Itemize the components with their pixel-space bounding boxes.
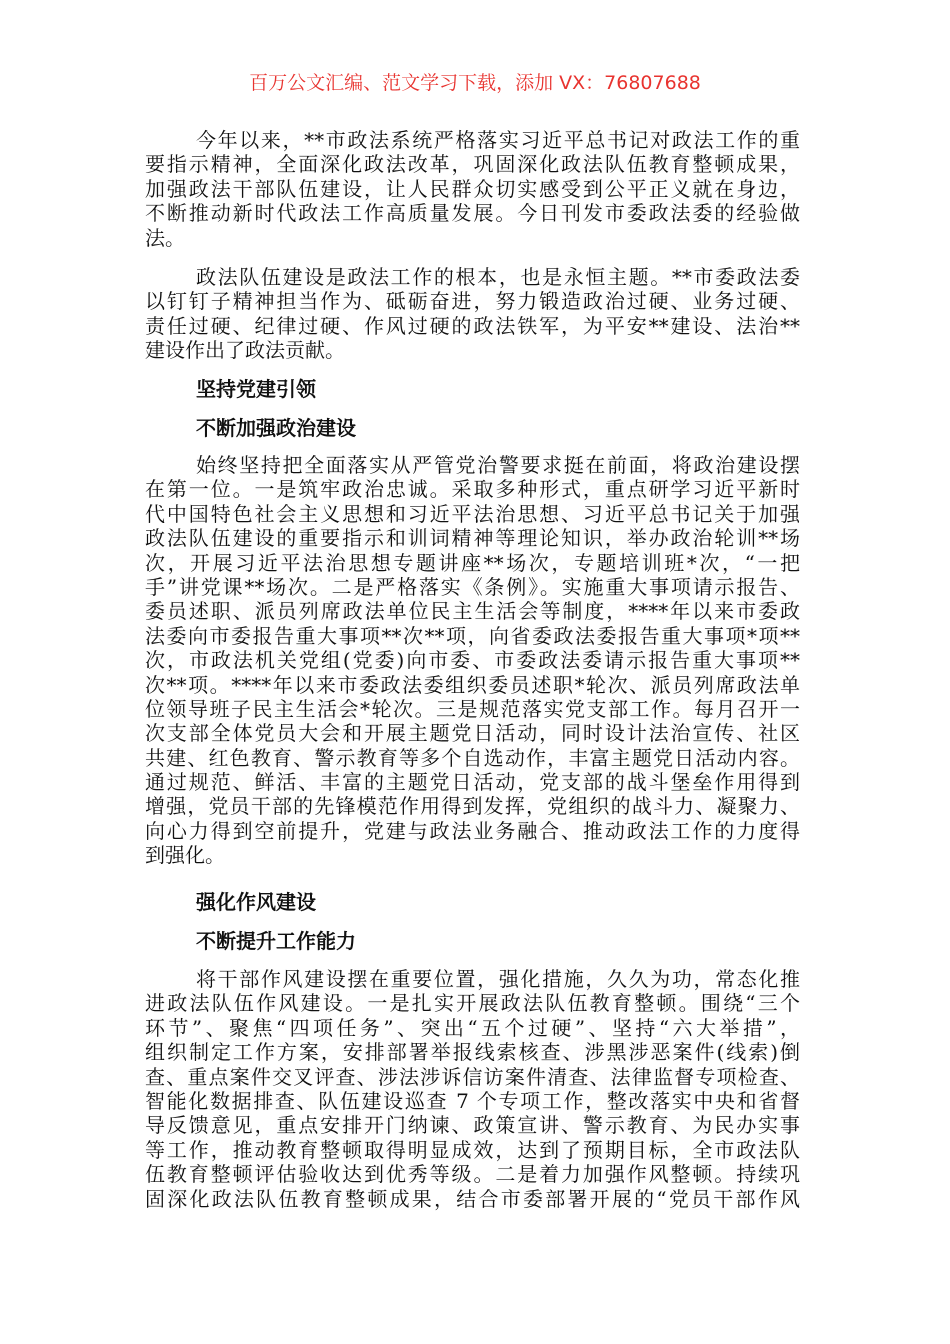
text-line: 位领导班子民主生活会*轮次。三是规范落实党支部工作。每月召开一 — [145, 696, 800, 721]
text-line: 不断推动新时代政法工作高质量发展。今日刊发市委政法委的经验做 — [145, 201, 800, 226]
paragraph-1 — [145, 128, 800, 250]
text-line: 法。 — [145, 225, 185, 250]
section-heading: 强化作风建设 — [196, 890, 316, 914]
text-line: 通过规范、鲜活、丰富的主题党日活动，党支部的战斗堡垒作用得到 — [145, 770, 800, 795]
paragraph-2 — [145, 265, 800, 363]
text-line: 智能化数据排查、队伍建设巡查 7 个专项工作，整改落实中央和省督 — [145, 1088, 800, 1113]
text-line: 到强化。 — [145, 843, 225, 868]
text-line: 今年以来，**市政法系统严格落实习近平总书记对政法工作的重 — [196, 128, 800, 152]
text-line: 共建、红色教育、警示教育等多个自选动作，丰富主题党日活动内容。 — [145, 745, 800, 770]
text-line: 次，开展习近平法治思想专题讲座**场次，专题培训班*次，“一把 — [145, 550, 800, 575]
text-line: 进政法队伍作风建设。一是扎实开展政法队伍教育整顿。围绕“三个 — [145, 991, 800, 1016]
section-heading: 坚持党建引领 — [196, 377, 316, 401]
text-line: 始终坚持把全面落实从严管党治警要求挺在前面，将政治建设摆 — [196, 453, 800, 477]
text-line: 以钉钉子精神担当作为、砥砺奋进，努力锻造政治过硬、业务过硬、 — [145, 289, 800, 314]
text-line: 手”讲党课**场次。二是严格落实《条例》。实施重大事项请示报告、 — [145, 574, 800, 599]
text-line: 固深化政法队伍教育整顿成果，结合市委部署开展的“党员干部作风 — [145, 1186, 800, 1211]
text-line: 查、重点案件交叉评查、涉法涉诉信访案件清查、法律监督专项检查、 — [145, 1064, 800, 1089]
text-line: 增强，党员干部的先锋模范作用得到发挥，党组织的战斗力、凝聚力、 — [145, 794, 800, 819]
paragraph-3 — [145, 453, 800, 868]
text-line: 将干部作风建设摆在重要位置，强化措施，久久为功，常态化推 — [196, 967, 800, 991]
watermark-header: 百万公文汇编、范文学习下载，添加 VX：76807688 — [249, 72, 701, 94]
text-line: 法委向市委报告重大事项**次**项，向省委政法委报告重大事项*项** — [145, 623, 800, 648]
text-line: 在第一位。一是筑牢政治忠诚。采取多种形式，重点研学习近平新时 — [145, 477, 800, 502]
text-line: 次支部全体党员大会和开展主题党日活动，同时设计法治宣传、社区 — [145, 721, 800, 746]
text-line: 等工作，推动教育整顿取得明显成效，达到了预期目标，全市政法队 — [145, 1137, 800, 1162]
text-line: 组织制定工作方案，安排部署举报线索核查、涉黑涉恶案件(线索)倒 — [145, 1040, 800, 1065]
text-line: 加强政法干部队伍建设，让人民群众切实感受到公平正义就在身边， — [145, 176, 800, 201]
text-line: 导反馈意见，重点安排开门纳谏、政策宣讲、警示教育、为民办实事 — [145, 1113, 800, 1138]
text-line: 次，市政法机关党组(党委)向市委、市委政法委请示报告重大事项** — [145, 648, 800, 673]
section-subheading: 不断加强政治建设 — [196, 416, 356, 440]
text-line: 委员述职、派员列席政法单位民主生活会等制度，****年以来市委政 — [145, 599, 800, 624]
text-line: 代中国特色社会主义思想和习近平法治思想、习近平总书记关于加强 — [145, 501, 800, 526]
text-line: 责任过硬、纪律过硬、作风过硬的政法铁军，为平安**建设、法治** — [145, 313, 800, 338]
text-line: 政法队伍建设是政法工作的根本，也是永恒主题。**市委政法委 — [196, 265, 800, 289]
text-line: 次**项。****年以来市委政法委组织委员述职*轮次、派员列席政法单 — [145, 672, 800, 697]
section-subheading: 不断提升工作能力 — [196, 929, 356, 953]
text-line: 伍教育整顿评估验收达到优秀等级。二是着力加强作风整顿。持续巩 — [145, 1162, 800, 1187]
text-line: 建设作出了政法贡献。 — [145, 338, 345, 363]
text-line: 政法队伍建设的重要指示和训词精神等理论知识，举办政治轮训**场 — [145, 526, 800, 551]
text-line: 要指示精神，全面深化政法改革，巩固深化政法队伍教育整顿成果， — [145, 152, 800, 177]
text-line: 环节”、聚焦“四项任务”、突出“五个过硬”、坚持“六大举措”， — [145, 1015, 800, 1040]
paragraph-4 — [145, 967, 800, 1211]
text-line: 向心力得到空前提升，党建与政法业务融合、推动政法工作的力度得 — [145, 818, 800, 843]
